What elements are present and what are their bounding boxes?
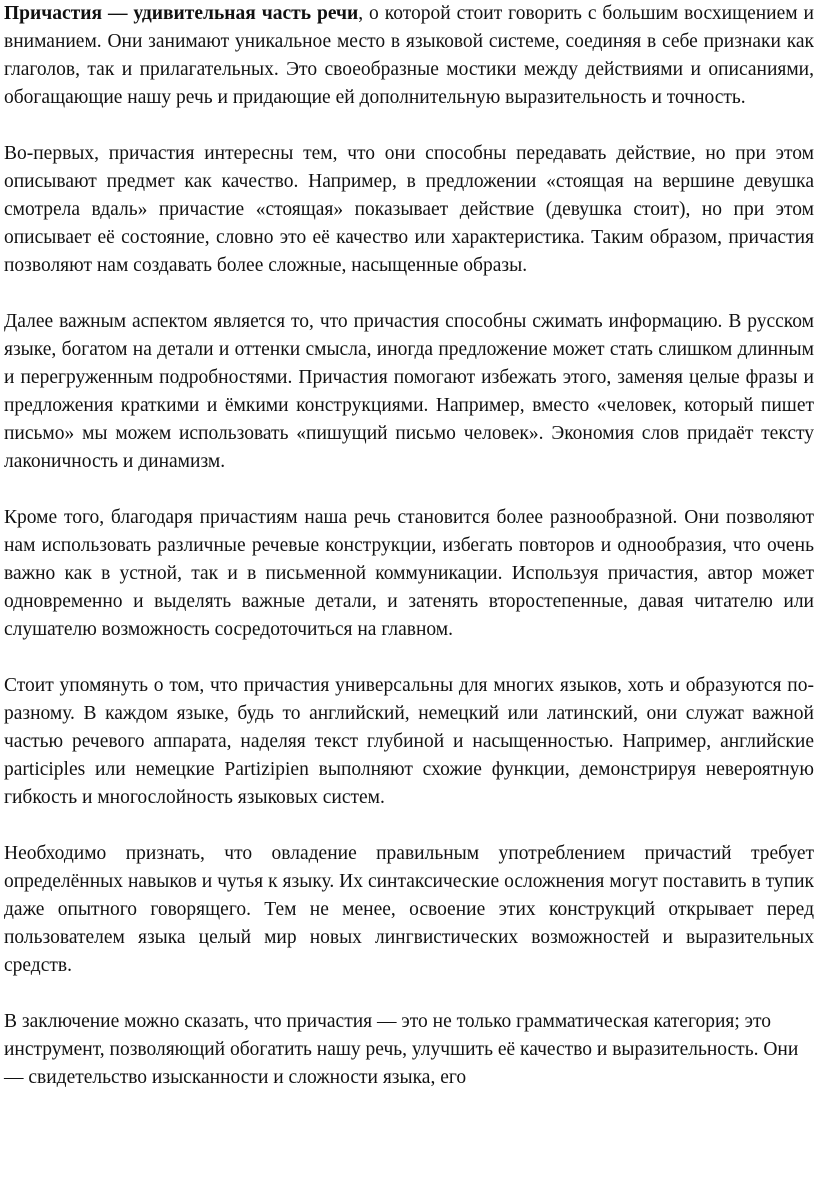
paragraph-5: Стоит упомянуть о том, что причастия универсальны для многих языков, хоть и образуются по-разному. В каждом языке, будь то английский, немецкий или латинский, они служат важной частью речевого аппарата, наделяя текст глубиной и насыщенностью. Например, английские participles или немецкие Partizipien выполняют схожие функции, демонстрируя невероятную гибкость и многослойность языковых систем. bbox=[4, 675, 814, 808]
intro-bold-phrase: Причастия — удивительная часть речи bbox=[4, 3, 359, 24]
paragraph-6: Необходимо признать, что овладение правильным употреблением причастий требует определённых навыков и чутья к языку. Их синтаксические осложнения могут поставить в тупик даже опытного говорящего. Тем не менее, освоение этих конструкций открывает перед пользователем языка целый мир новых лингвистических возможностей и выразительных средств. bbox=[4, 843, 814, 976]
paragraph-7: В заключение можно сказать, что причастия — это не только грамматическая категория; это инструмент, позволяющий обогатить нашу речь, улучшить её качество и выразительность. Они — свидетельство изысканности и сложности языка, его bbox=[4, 1011, 799, 1088]
paragraph-intro bbox=[4, 0, 814, 112]
intro-text: , о которой стоит говорить с большим восхищением и вниманием. Они занимают уникальное место в языковой системе, соединяя в себе признаки как глаголов, так и прилагательных. Это своеобразные мостики между действиями и описаниями, обогащающие нашу речь и придающие ей дополнительную выразительность и точность. bbox=[4, 3, 814, 108]
paragraph-2: Во-первых, причастия интересны тем, что они способны передавать действие, но при этом описывают предмет как качество. Например, в предложении «стоящая на вершине девушка смотрела вдаль» причастие «стоящая» показывает действие (девушка стоит), но при этом описывает её состояние, словно это её качество или характеристика. Таким образом, причастия позволяют нам создавать более сложные, насыщенные образы. bbox=[4, 143, 814, 276]
paragraph-4: Кроме того, благодаря причастиям наша речь становится более разнообразной. Они позволяют нам использовать различные речевые конструкции, избегать повторов и однообразия, что очень важно как в устной, так и в письменной коммуникации. Используя причастия, автор может одновременно и выделять важные детали, и затенять второстепенные, давая читателю или слушателю возможность сосредоточиться на главном. bbox=[4, 507, 814, 640]
paragraph-3: Далее важным аспектом является то, что причастия способны сжимать информацию. В русском языке, богатом на детали и оттенки смысла, иногда предложение может стать слишком длинным и перегруженным подробностями. Причастия помогают избежать этого, заменяя целые фразы и предложения краткими и ёмкими конструкциями. Например, вместо «человек, который пишет письмо» мы можем использовать «пишущий письмо человек». Экономия слов придаёт тексту лаконичность и динамизм. bbox=[4, 311, 814, 472]
